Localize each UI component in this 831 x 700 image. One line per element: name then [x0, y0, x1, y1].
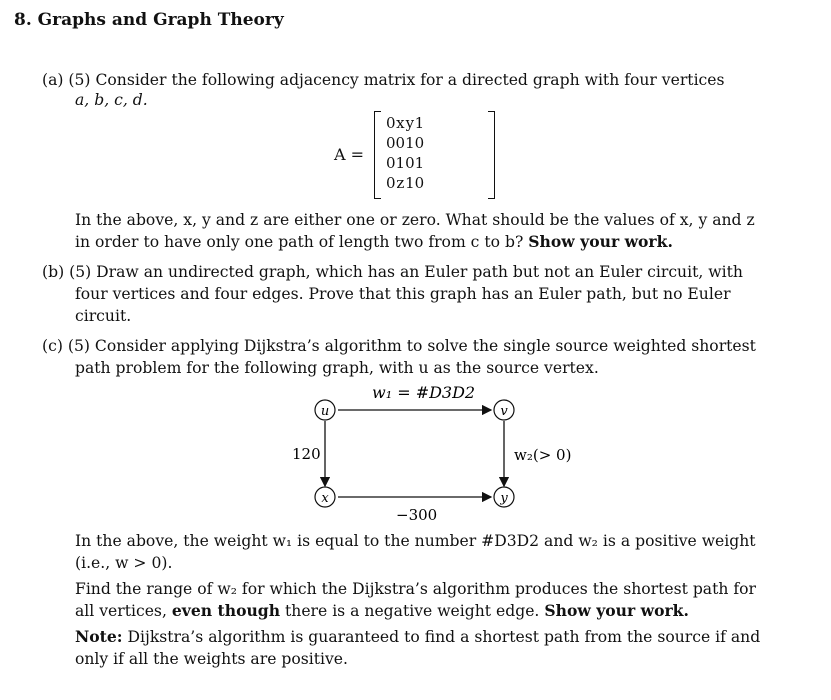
w1-label: w₁ = #D3D2 [372, 383, 476, 402]
matrix-cell: x [396, 114, 405, 132]
matrix-cell: 1 [414, 114, 425, 132]
part-c-note [75, 627, 760, 647]
part-c-line1: (c) (5) Consider applying Dijkstra’s algorithm to solve the single source weighted shortest [42, 337, 756, 355]
matrix-cell: y [405, 114, 415, 132]
edge-v-y-weight: w₂(> 0) [514, 446, 572, 464]
part-a-line1: (a) (5) Consider the following adjacency matrix for a directed graph with four vertices [42, 71, 725, 89]
part-c-paragraph1: In the above, the weight w₁ is equal to the number #D3D2 and w₂ is a positive weight [75, 532, 756, 550]
matrix-cell: 0 [386, 154, 396, 172]
matrix-cell: 0 [414, 134, 425, 152]
node-v-label: v [500, 404, 508, 419]
part-c-paragraph3: Find the range of w₂ for which the Dijkstra’s algorithm produces the shortest path for [75, 580, 756, 598]
p4-show-work: Show your work. [544, 601, 689, 620]
node-x-label: x [321, 491, 329, 506]
part-b-line2: four vertices and four edges. Prove that this graph has an Euler path, but no Euler [75, 285, 731, 303]
part-a-question2-text: in order to have only one path of length two from c to b? [75, 233, 529, 251]
matrix-cell: 1 [405, 134, 415, 152]
node-u-label: u [320, 404, 330, 419]
part-c-line2: path problem for the following graph, with u as the source vertex. [75, 359, 599, 377]
part-c-note-line2: only if all the weights are positive. [75, 650, 348, 668]
part-c-paragraph2: (i.e., w > 0). [75, 554, 173, 572]
part-a-line2: a, b, c, d. [75, 91, 148, 109]
note-label: Note: [75, 627, 123, 646]
edge-u-x-weight: 120 [292, 445, 321, 463]
edge-x-y-weight: −300 [396, 506, 438, 524]
matrix-cell: 0 [395, 134, 406, 152]
node-y-label: y [500, 491, 508, 506]
part-b-line1: (b) (5) Draw an undirected graph, which has an Euler path but not an Euler circuit, with [42, 263, 743, 281]
part-c-paragraph4 [75, 601, 689, 621]
matrix-label: A = [334, 145, 365, 164]
matrix-cell: 0 [386, 114, 396, 132]
matrix-cell: 0 [414, 174, 425, 192]
part-a-show-work: Show your work. [528, 232, 673, 251]
matrix-cell: 1 [395, 154, 406, 172]
matrix-cell: 1 [414, 154, 425, 172]
p4-even-though: even though [171, 601, 281, 620]
p4-text-a: all vertices, [75, 602, 172, 620]
matrix-cell: 0 [405, 154, 415, 172]
part-a-question1: In the above, x, y and z are either one or zero. What should be the values of x, y and z [75, 211, 755, 229]
p4-text-c: there is a negative weight edge. [280, 602, 545, 620]
note-text1: Dijkstra’s algorithm is guaranteed to find a shortest path from the source if and [122, 628, 761, 646]
part-b-line3: circuit. [75, 307, 132, 325]
matrix-cell: 0 [386, 174, 396, 192]
page-title: 8. Graphs and Graph Theory [14, 10, 284, 30]
matrix-cell: 0 [386, 134, 396, 152]
matrix-cell: z [396, 174, 405, 192]
matrix-cell: 1 [405, 174, 415, 192]
